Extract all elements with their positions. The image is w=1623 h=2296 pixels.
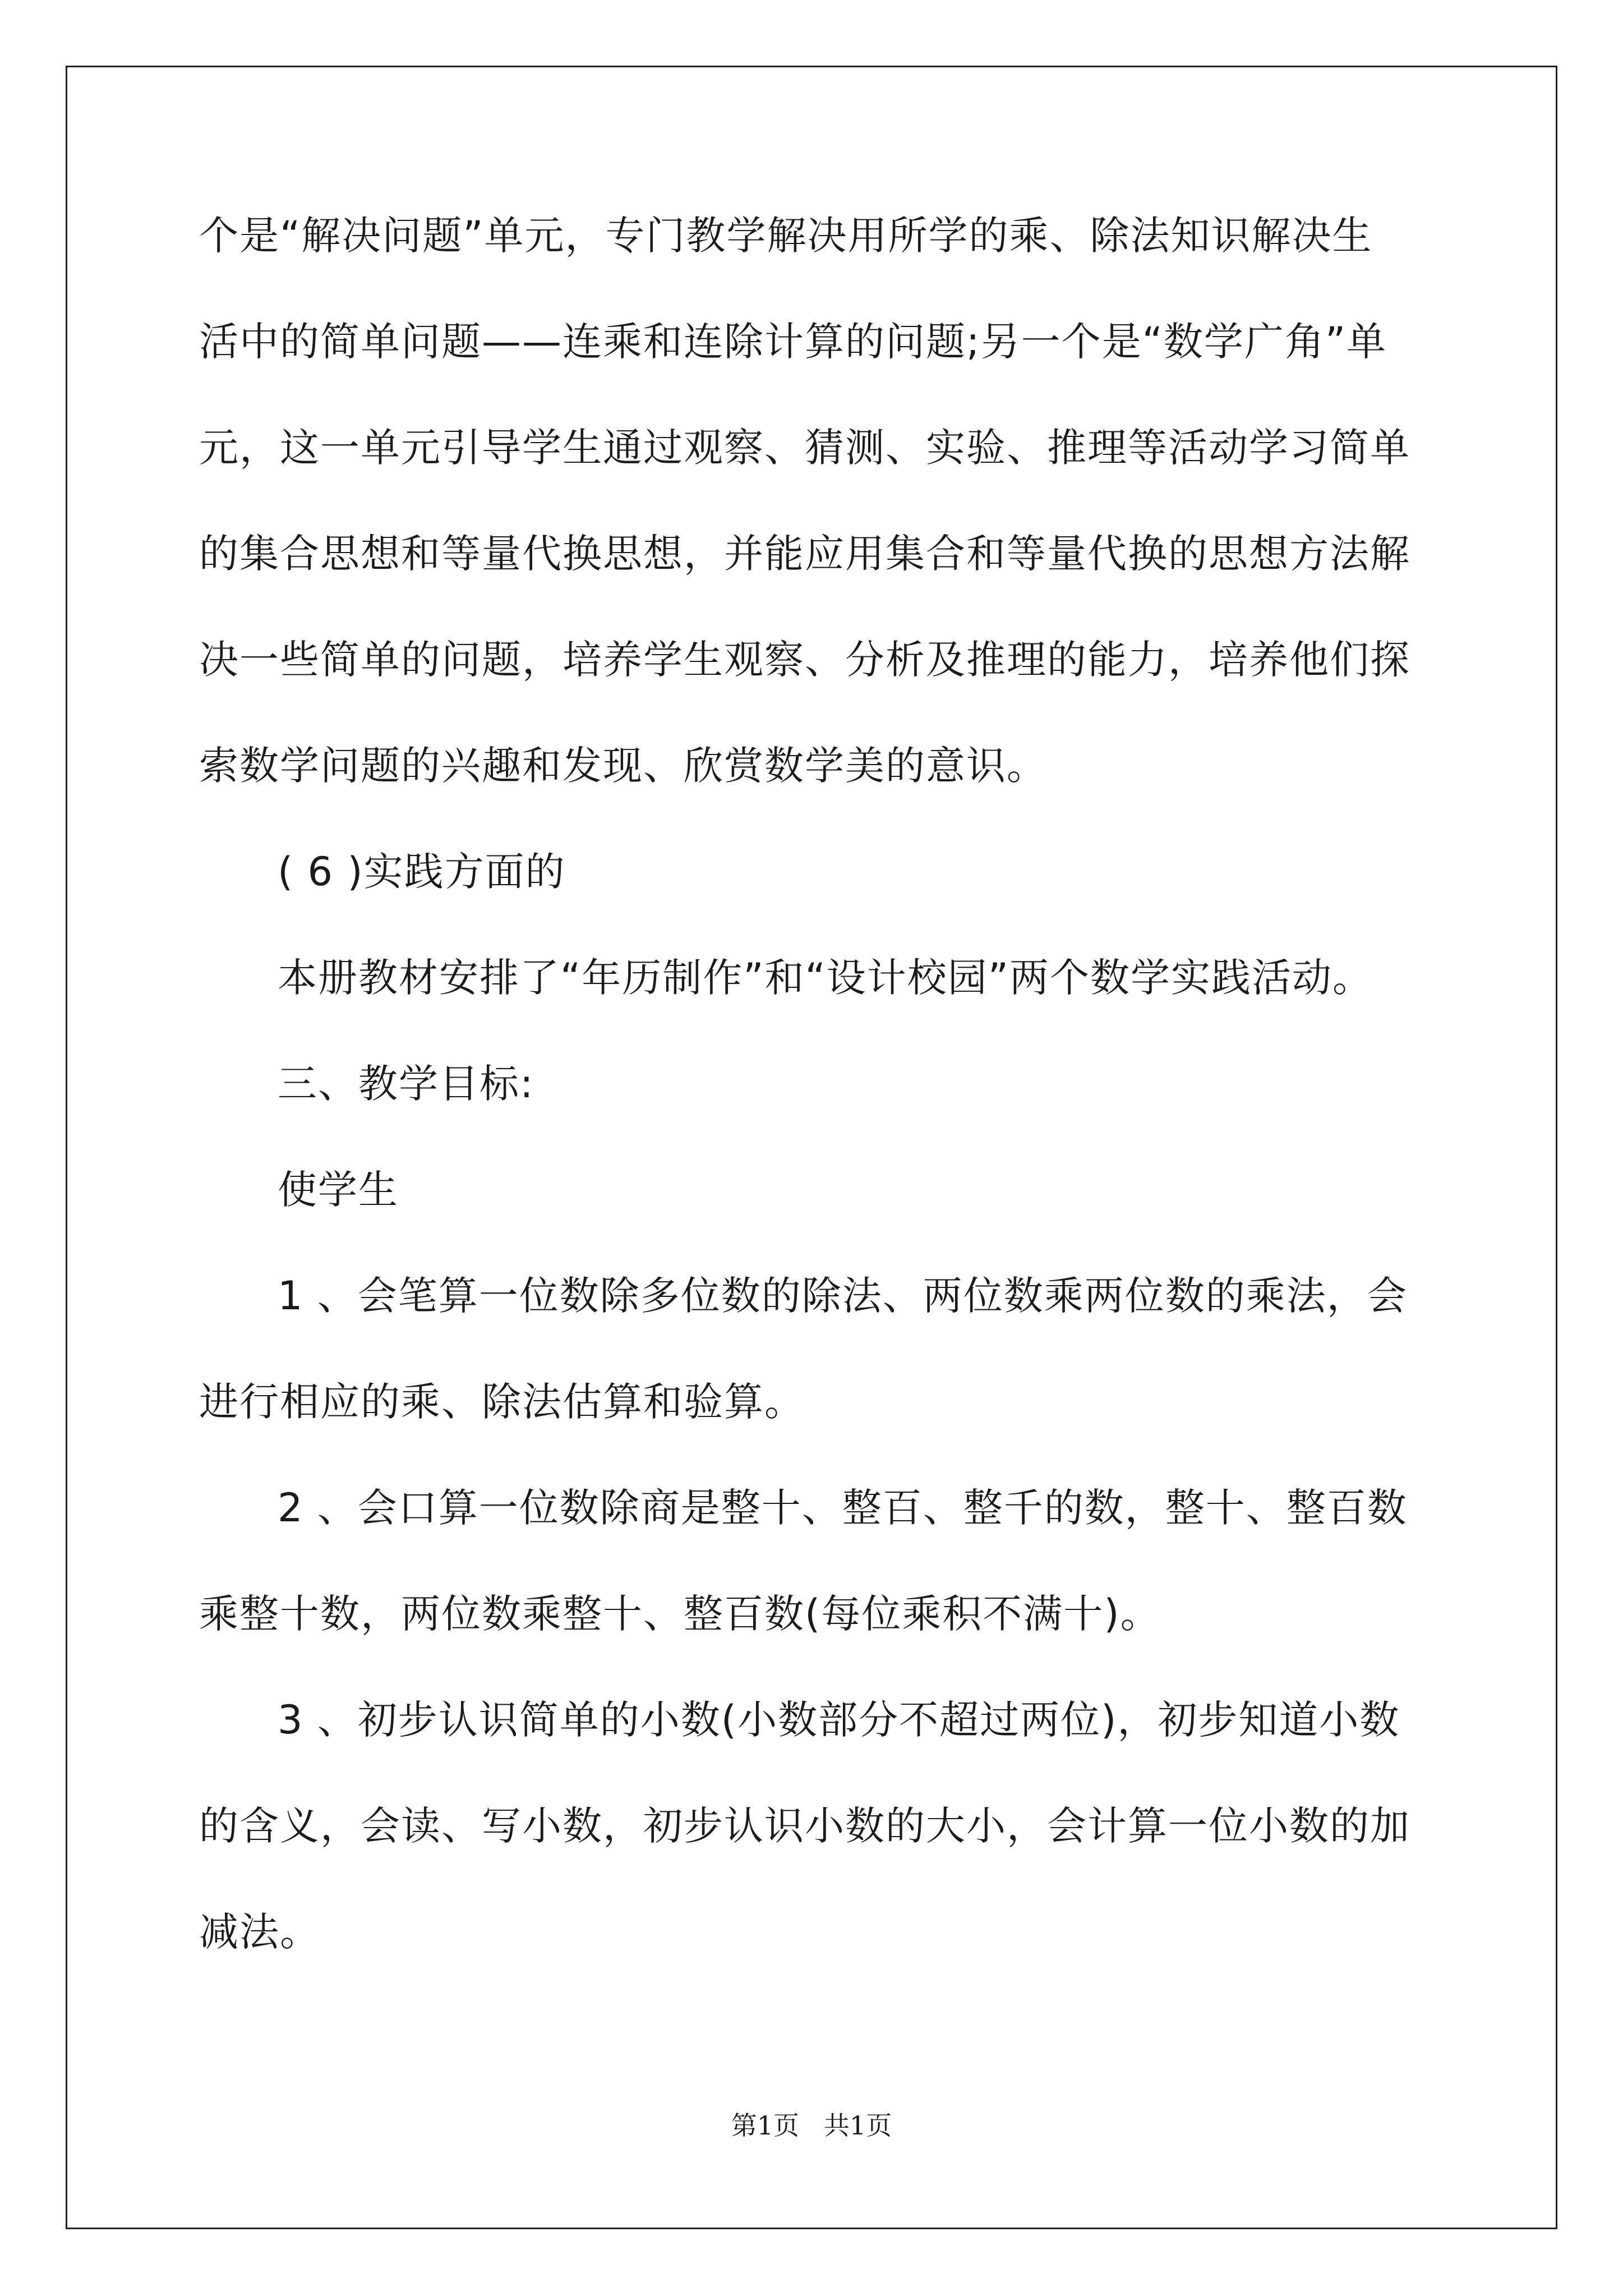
paragraph-line: 本册教材安排了“年历制作”和“设计校园”两个数学实践活动。 [278,955,1373,1001]
paragraph-line: 活中的简单问题——连乘和连除计算的问题;另一个是“数学广角”单 [199,319,1387,365]
list-item-line: 1 、会笔算一位数除多位数的除法、两位数乘两位数的乘法，会 [278,1273,1408,1319]
list-item-line: 2 、会口算一位数除商是整十、整百、整千的数，整十、整百数 [278,1485,1408,1531]
paragraph-line: 使学生 [278,1167,399,1213]
paragraph-line: 索数学问题的兴趣和发现、欣赏数学美的意识。 [199,743,1047,789]
paragraph-line: 决一些简单的问题，培养学生观察、分析及推理的能力，培养他们探 [199,637,1410,683]
list-item-line: 减法。 [199,1909,320,1955]
list-item-line: 进行相应的乘、除法估算和验算。 [199,1379,805,1425]
page-footer: 第1页 共1页 [731,2110,892,2141]
list-item-line: 3 、初步认识简单的小数(小数部分不超过两位)，初步知道小数 [278,1697,1400,1743]
section-heading: ( 6 )实践方面的 [278,849,566,895]
paragraph-line: 个是“解决问题”单元，专门教学解决用所学的乘、除法知识解决生 [199,213,1373,259]
list-item-line: 的含义，会读、写小数，初步认识小数的大小，会计算一位小数的加 [199,1803,1410,1849]
list-item-line: 乘整十数，两位数乘整十、整百数(每位乘积不满十)。 [199,1591,1161,1637]
paragraph-line: 元，这一单元引导学生通过观察、猜测、实验、推理等活动学习简单 [199,425,1410,471]
paragraph-line: 的集合思想和等量代换思想，并能应用集合和等量代换的思想方法解 [199,531,1410,577]
section-heading: 三、教学目标: [278,1061,534,1107]
